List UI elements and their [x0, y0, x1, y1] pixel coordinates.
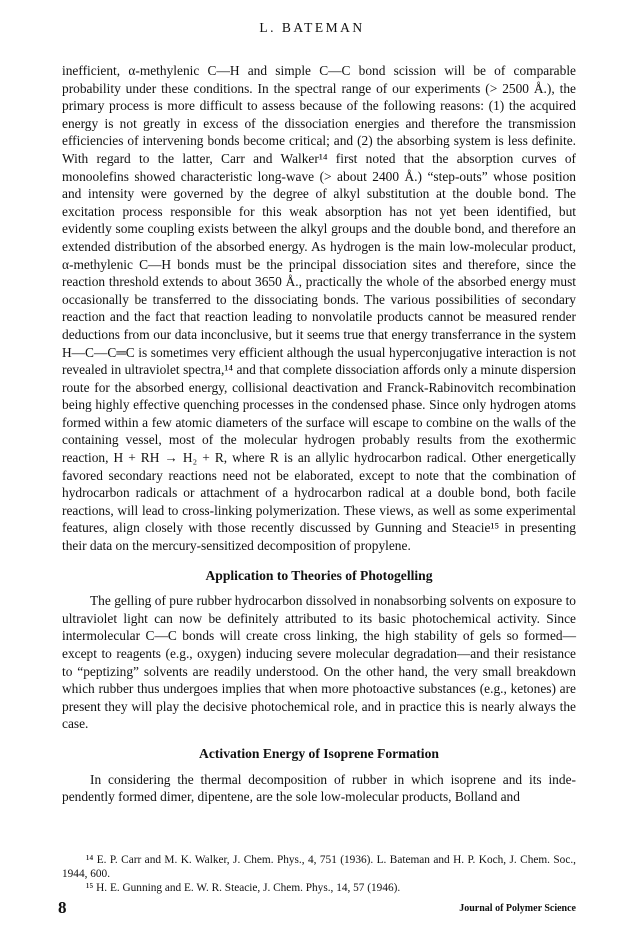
- journal-name: Journal of Polymer Science: [459, 903, 576, 914]
- body-paragraph: In considering the thermal decomposition of rubber in which isoprene and its independently formed dimer, dipentene, are the sole low-molecular products, Bolland and: [62, 771, 576, 805]
- footnote: ¹⁵ H. E. Gunning and E. W. R. Steacie, J. Chem. Phys., 14, 57 (1946).: [86, 882, 401, 894]
- page-footer: [58, 898, 576, 918]
- running-head: L. BATEMAN: [259, 20, 365, 35]
- footnote: ¹⁴ E. P. Carr and M. K. Walker, J. Chem. Phys., 4, 751 (1936). L. Bateman and H. P. Koch, J. Chem. Soc., 1944, 600.: [62, 854, 576, 880]
- footnotes: [62, 853, 576, 895]
- body-paragraph: The gelling of pure rubber hydrocarbon dissolved in nonabsorbing solvents on exposure to ultraviolet light can now be definitely attributed to its basic photochemical activity. Since intermolecular C—C bonds will create cross linking, the high stability of gels so formed—except to reagents (e.g., oxygen) inducing severe molecular degradation—and their resistance to “peptizing” solvents are readily understood. On the other hand, the very small breakdown which rubber thus undergoes implies that when more photoactive substances (e.g., ketones) are present they will play the decisive photochemical role, and in practice this is nearly always the case.: [62, 593, 576, 732]
- body-paragraph: inefficient, α-methylenic C—H and simple C—C bond scission will be of comparable probability under these conditions. In the spectral range of our experiments (> 2500 Å.), the primary process is more difficult to assess because of the following reasons: (1) the acquired energy is not greatly in excess of the dissociation energies and therefore the transmission efficiencies of intervening bonds become critical; and (2) the absorbing system is less definite. With regard to the latter, Carr and Walker¹⁴ first noted that the absorption curves of monoolefins showed characteristic long-wave (> about 2400 Å.) “step-outs” whose position and intensity were governed by the degree of alkyl substitution at the double bond. The excitation process responsible for this weak absorption has not yet been identified, but evidently some coupling exists between the alkyl groups and the double bond, and therefore an extended distribution of the absorbed energy. As hydrogen is the main low-molecular product, α-methylenic C—H bonds must be the principal dissociation sites and therefore, since the reaction threshold extends to about 3650 Å., practically the whole of the absorbed energy must occasionally be transferred to the dissociating bonds. The various possibilities of secondary reaction and the fact that reaction leading to nonvolatile products cannot be measured render deductions from our data inconclusive, but it seems true that energy transferrance in the system H—C—C═C is sometimes very efficient although the usual hyperconjugative interaction is not revealed in ultraviolet spectra,¹⁴ and that complete dissociation affords only a minute dispersion route for the absorbed energy, collisional deactivation and Franck-Rabinovitch recombination being highly effective quenching processes in the condensed phase. Since only hydrogen atoms formed within a few atomic diameters of the surface will escape to combine on the walls of the containing vessel, most of the molecular hydrogen probably results from the exothermic reaction, H + RH → H₂ + R, where R is an allylic hydrocarbon radical. Other energetically favored secondary reactions need not be elaborated, except to note that the combination of hydrocarbon radicals or attachment of a hydrocarbon radical at a double bond, both facile reactions, will lead to cross-linking polymerization. These views, as well as some experimental features, align closely with those recently discussed by Gunning and Steacie¹⁵ in presenting their data on the mercury-sensitized decomposition of propylene.: [62, 63, 576, 554]
- page-number: 8: [58, 898, 67, 917]
- section-heading: Activation Energy of Isoprene Formation: [199, 745, 439, 761]
- article-body: [62, 62, 576, 806]
- section-heading: Application to Theories of Photogelling: [205, 567, 433, 583]
